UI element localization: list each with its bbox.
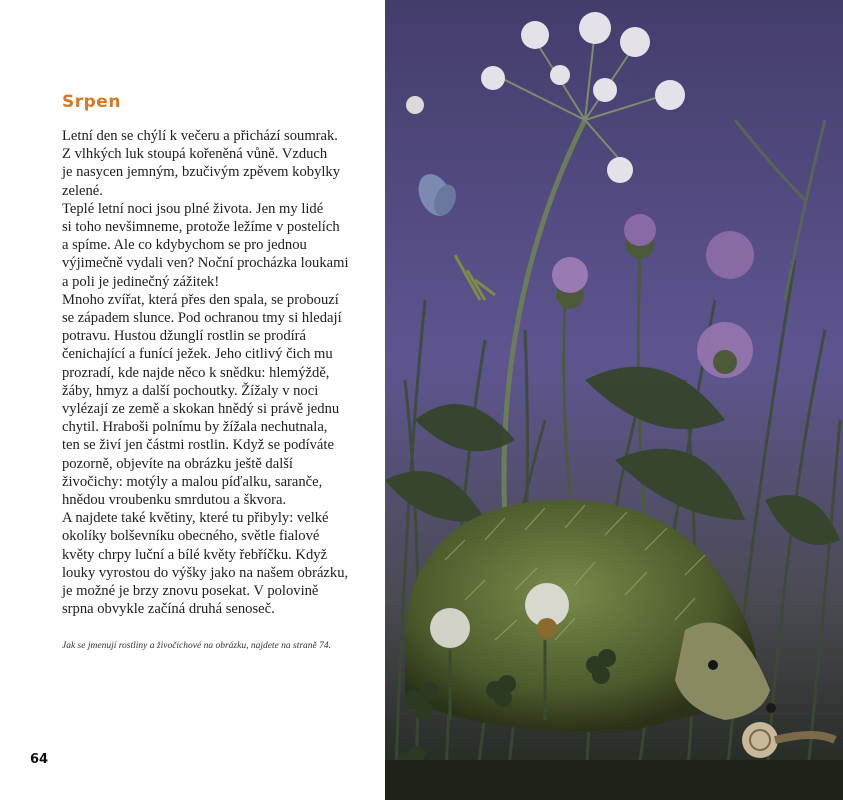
caption: Jak se jmenují rostliny a živočichové na obrázku, najdete na straně 74. [62, 641, 332, 651]
body-line: chytil. Hraboši polnímu by žížala nechutnala, [62, 419, 328, 436]
body-line: Z vlhkých luk stoupá kořeněná vůně. Vzduch [62, 146, 328, 163]
body-line: zelené. [62, 182, 103, 199]
body-line: květy chrpy luční a bílé květy řebříčku. Když [62, 546, 328, 563]
page-number: 64 [30, 752, 49, 767]
body-line: louky vyrostou do výšky jako na našem obrázku, [62, 564, 349, 581]
body-line: a poli je jedinečný zážitek! [62, 273, 220, 290]
body-line: je možné je brzy znovu posekat. V polovině [62, 583, 319, 600]
body-line: živočichy: motýly a malou píďalku, saranče, [62, 473, 323, 490]
body-line: hnědou vroubenku smrdutou a škvora. [62, 492, 287, 509]
body-line: pozorně, objevíte na obrázku ještě další [62, 455, 293, 472]
body-line: potravu. Hustou džunglí rostlin se prodírá [62, 328, 307, 345]
body-line: prozradí, kde najde něco k snědku: hlemýždě, [62, 364, 330, 381]
body-line: A najdete také květiny, které tu přibyly: velké [62, 510, 329, 527]
body-line: je nasycen jemným, bzučivým zpěvem kobylky [62, 164, 341, 181]
body-line: Teplé letní noci jsou plné života. Jen my lidé [62, 200, 324, 217]
body-line: výjimečně vydali ven? Noční procházka loukami [62, 255, 349, 272]
body-line: Letní den se chýlí k večeru a přichází soumrak. [62, 128, 338, 144]
body-line: a spíme. Ale co kdybychom se pro jednou [62, 237, 307, 254]
illustration-meadow-hedgehog [385, 0, 843, 800]
text-page [0, 0, 385, 800]
body-line: žáby, hmyz a další pochoutky. Žížaly v noci [62, 382, 319, 399]
ground [385, 760, 843, 800]
body-line: okolíky bolševníku obecného, světle fialové [62, 528, 320, 545]
body-line: srpna obvykle začíná druhá senoseč. [62, 601, 275, 618]
body-line: se západem slunce. Pod ochranou tmy si hledají [62, 310, 342, 327]
illustration-svg [385, 0, 843, 800]
body-line: si toho nevšimneme, protože ležíme v postelích [62, 219, 340, 236]
body-line: čenichající a funící ježek. Jeho citlivý čich mu [62, 346, 333, 363]
chapter-title: Srpen [62, 92, 121, 112]
body-line: vylézají ze země a skokan hnědý si právě jednu [62, 401, 340, 418]
body-line: Mnoho zvířat, která přes den spala, se probouzí [62, 291, 339, 308]
body-text [62, 127, 352, 618]
body-line: ten se živí jen částmi rostlin. Když se podíváte [62, 437, 334, 454]
